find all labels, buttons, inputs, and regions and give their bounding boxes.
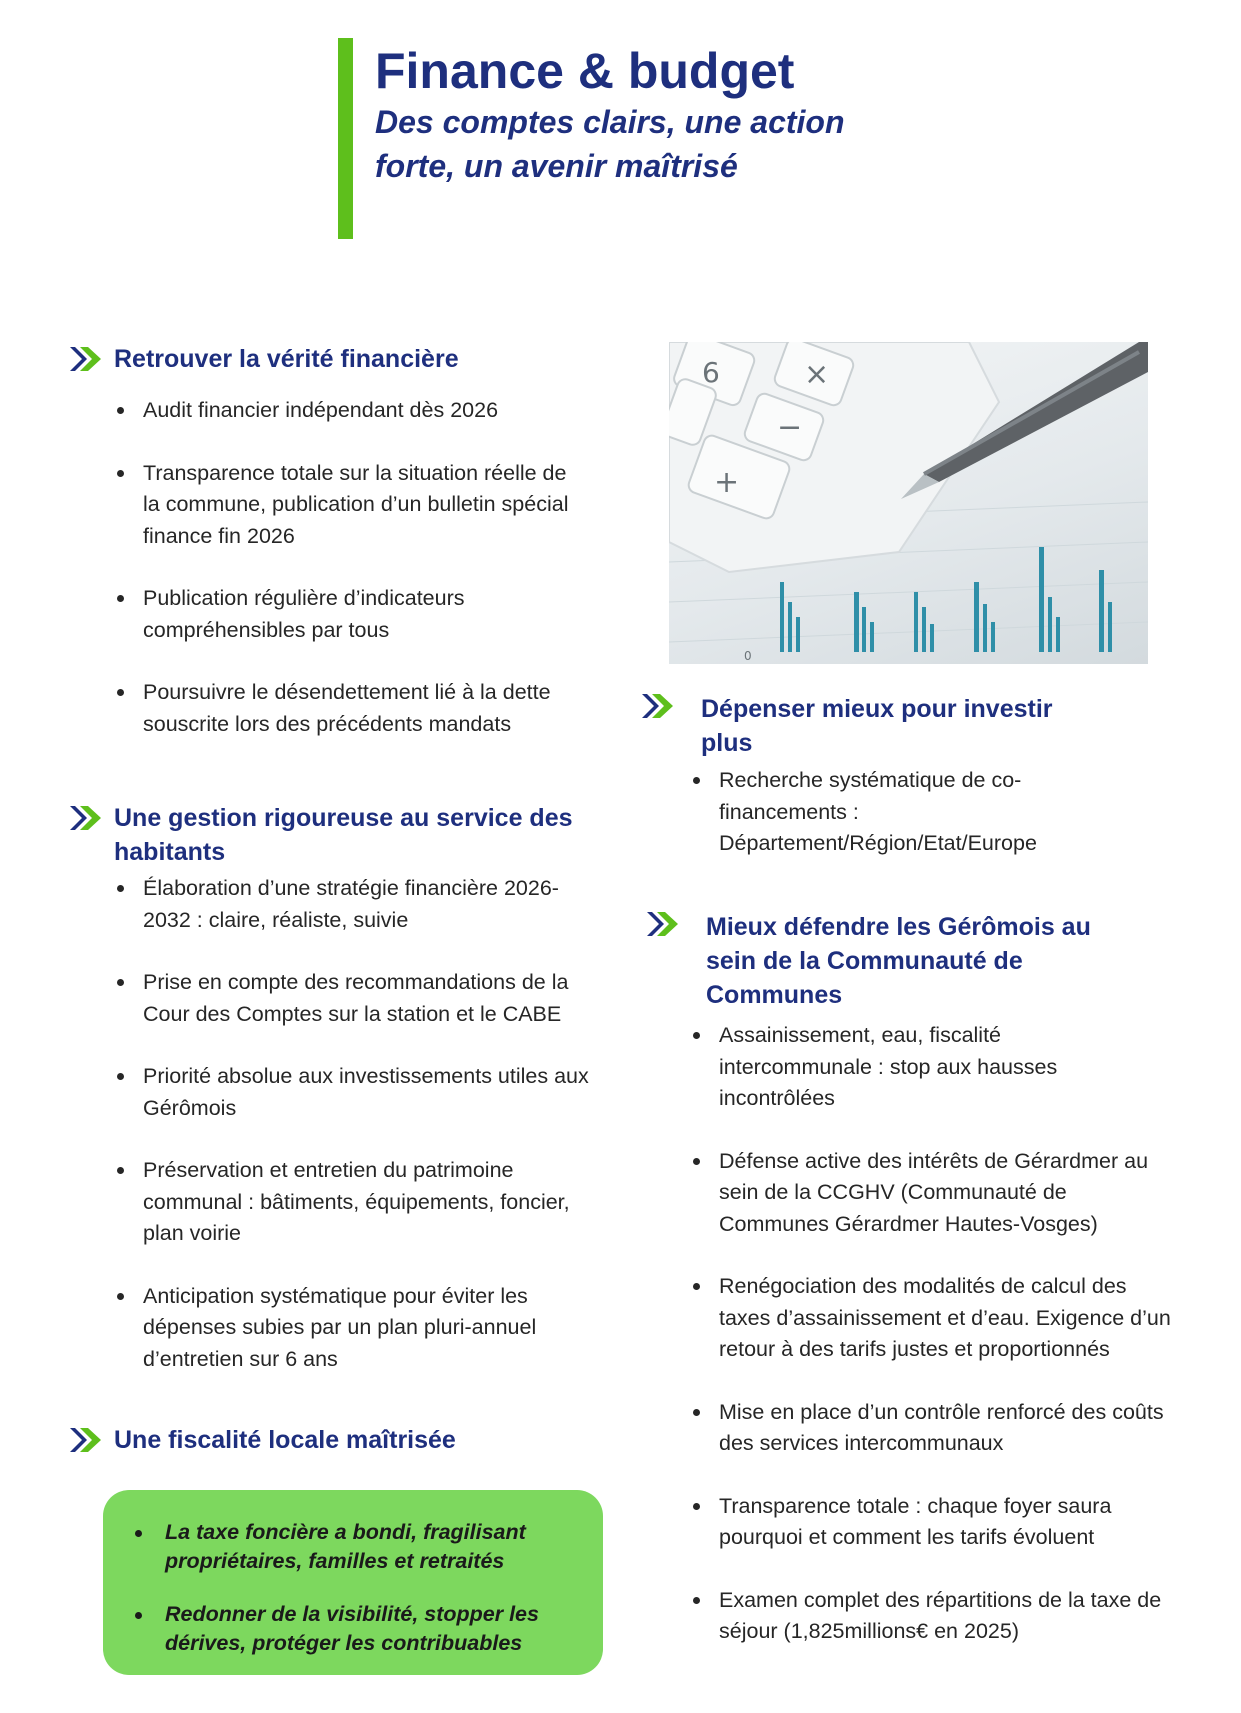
key-label: + bbox=[714, 465, 740, 500]
title-accent-bar bbox=[338, 38, 353, 239]
section-title: Une fiscalité locale maîtrisée bbox=[114, 1426, 456, 1454]
highlight-item: Redonner de la visibilité, stopper les dérives, protéger les contribuables bbox=[133, 1600, 583, 1658]
page-title: Finance & budget bbox=[375, 43, 795, 99]
section-header bbox=[68, 801, 608, 869]
fiscalite-highlight-box bbox=[103, 1490, 603, 1675]
list-item: Transparence totale sur la situation réelle de la commune, publication d’un bulletin spécial finance fin 2026 bbox=[115, 458, 575, 553]
double-chevron-right-icon bbox=[68, 804, 104, 832]
list-item: Assainissement, eau, fiscalité intercommunale : stop aux hausses incontrôlées bbox=[691, 1020, 1181, 1115]
bullet-list bbox=[691, 1020, 1181, 1648]
section-header bbox=[645, 910, 1185, 1012]
section-gestion-rigoureuse bbox=[68, 801, 608, 1375]
list-item: Prise en compte des recommandations de la Cour des Comptes sur la station et le CABE bbox=[115, 967, 590, 1030]
section-header bbox=[640, 692, 1160, 760]
section-title: Une gestion rigoureuse au service des habitants bbox=[114, 804, 573, 866]
title-block bbox=[338, 38, 898, 239]
key-label: − bbox=[777, 410, 803, 445]
calculator-pen-chart-photo bbox=[669, 342, 1148, 664]
list-item: Défense active des intérêts de Gérardmer au sein de la CCGHV (Communauté de Communes Gérardmer Hautes-Vosges) bbox=[691, 1146, 1181, 1241]
section-header bbox=[68, 1423, 608, 1457]
bullet-list bbox=[691, 765, 1091, 860]
key-label: × bbox=[804, 357, 830, 392]
highlight-item: La taxe foncière a bondi, fragilisant propriétaires, familles et retraités bbox=[133, 1518, 583, 1576]
list-item: Renégociation des modalités de calcul des taxes d’assainissement et d’eau. Exigence d’un retour à des tarifs justes et proportionnés bbox=[691, 1271, 1181, 1366]
page-subtitle: Des comptes clairs, une action forte, un avenir maîtrisé bbox=[375, 104, 845, 184]
bullet-list bbox=[115, 395, 575, 740]
highlight-list bbox=[103, 1490, 603, 1658]
double-chevron-right-icon bbox=[640, 692, 676, 720]
bullet-list bbox=[115, 873, 590, 1375]
list-item: Poursuivre le désendettement lié à la dette souscrite lors des précédents mandats bbox=[115, 677, 575, 740]
double-chevron-right-icon bbox=[68, 345, 104, 373]
section-header bbox=[68, 342, 608, 376]
list-item: Examen complet des répartitions de la taxe de séjour (1,825millions€ en 2025) bbox=[691, 1585, 1181, 1648]
section-fiscalite bbox=[68, 1423, 608, 1457]
double-chevron-right-icon bbox=[645, 910, 681, 938]
section-depenser-mieux bbox=[640, 692, 1160, 860]
section-title: Retrouver la vérité financière bbox=[114, 345, 459, 373]
list-item: Élaboration d’une stratégie financière 2026-2032 : claire, réaliste, suivie bbox=[115, 873, 590, 936]
list-item: Mise en place d’un contrôle renforcé des coûts des services intercommunaux bbox=[691, 1397, 1181, 1460]
list-item: Audit financier indépendant dès 2026 bbox=[115, 395, 575, 427]
list-item: Transparence totale : chaque foyer saura pourquoi et comment les tarifs évoluent bbox=[691, 1491, 1181, 1554]
list-item: Priorité absolue aux investissements utiles aux Gérômois bbox=[115, 1061, 590, 1124]
list-item: Anticipation systématique pour éviter les dépenses subies par un plan pluri-annuel d’entretien sur 6 ans bbox=[115, 1281, 590, 1376]
section-title: Dépenser mieux pour investir plus bbox=[701, 695, 1053, 757]
list-item: Préservation et entretien du patrimoine communal : bâtiments, équipements, foncier, plan voirie bbox=[115, 1155, 590, 1250]
section-verite-financiere bbox=[68, 342, 608, 740]
section-communaute-communes bbox=[645, 910, 1185, 1648]
list-item: Recherche systématique de co-financements : Département/Région/Etat/Europe bbox=[691, 765, 1091, 860]
photo-illustration bbox=[669, 342, 1148, 664]
list-item: Publication régulière d’indicateurs compréhensibles par tous bbox=[115, 583, 575, 646]
key-label: 6 bbox=[702, 356, 720, 389]
double-chevron-right-icon bbox=[68, 1426, 104, 1454]
section-title: Mieux défendre les Gérômois au sein de la Communauté de Communes bbox=[706, 913, 1091, 1009]
chart-axis-zero: 0 bbox=[744, 649, 752, 663]
